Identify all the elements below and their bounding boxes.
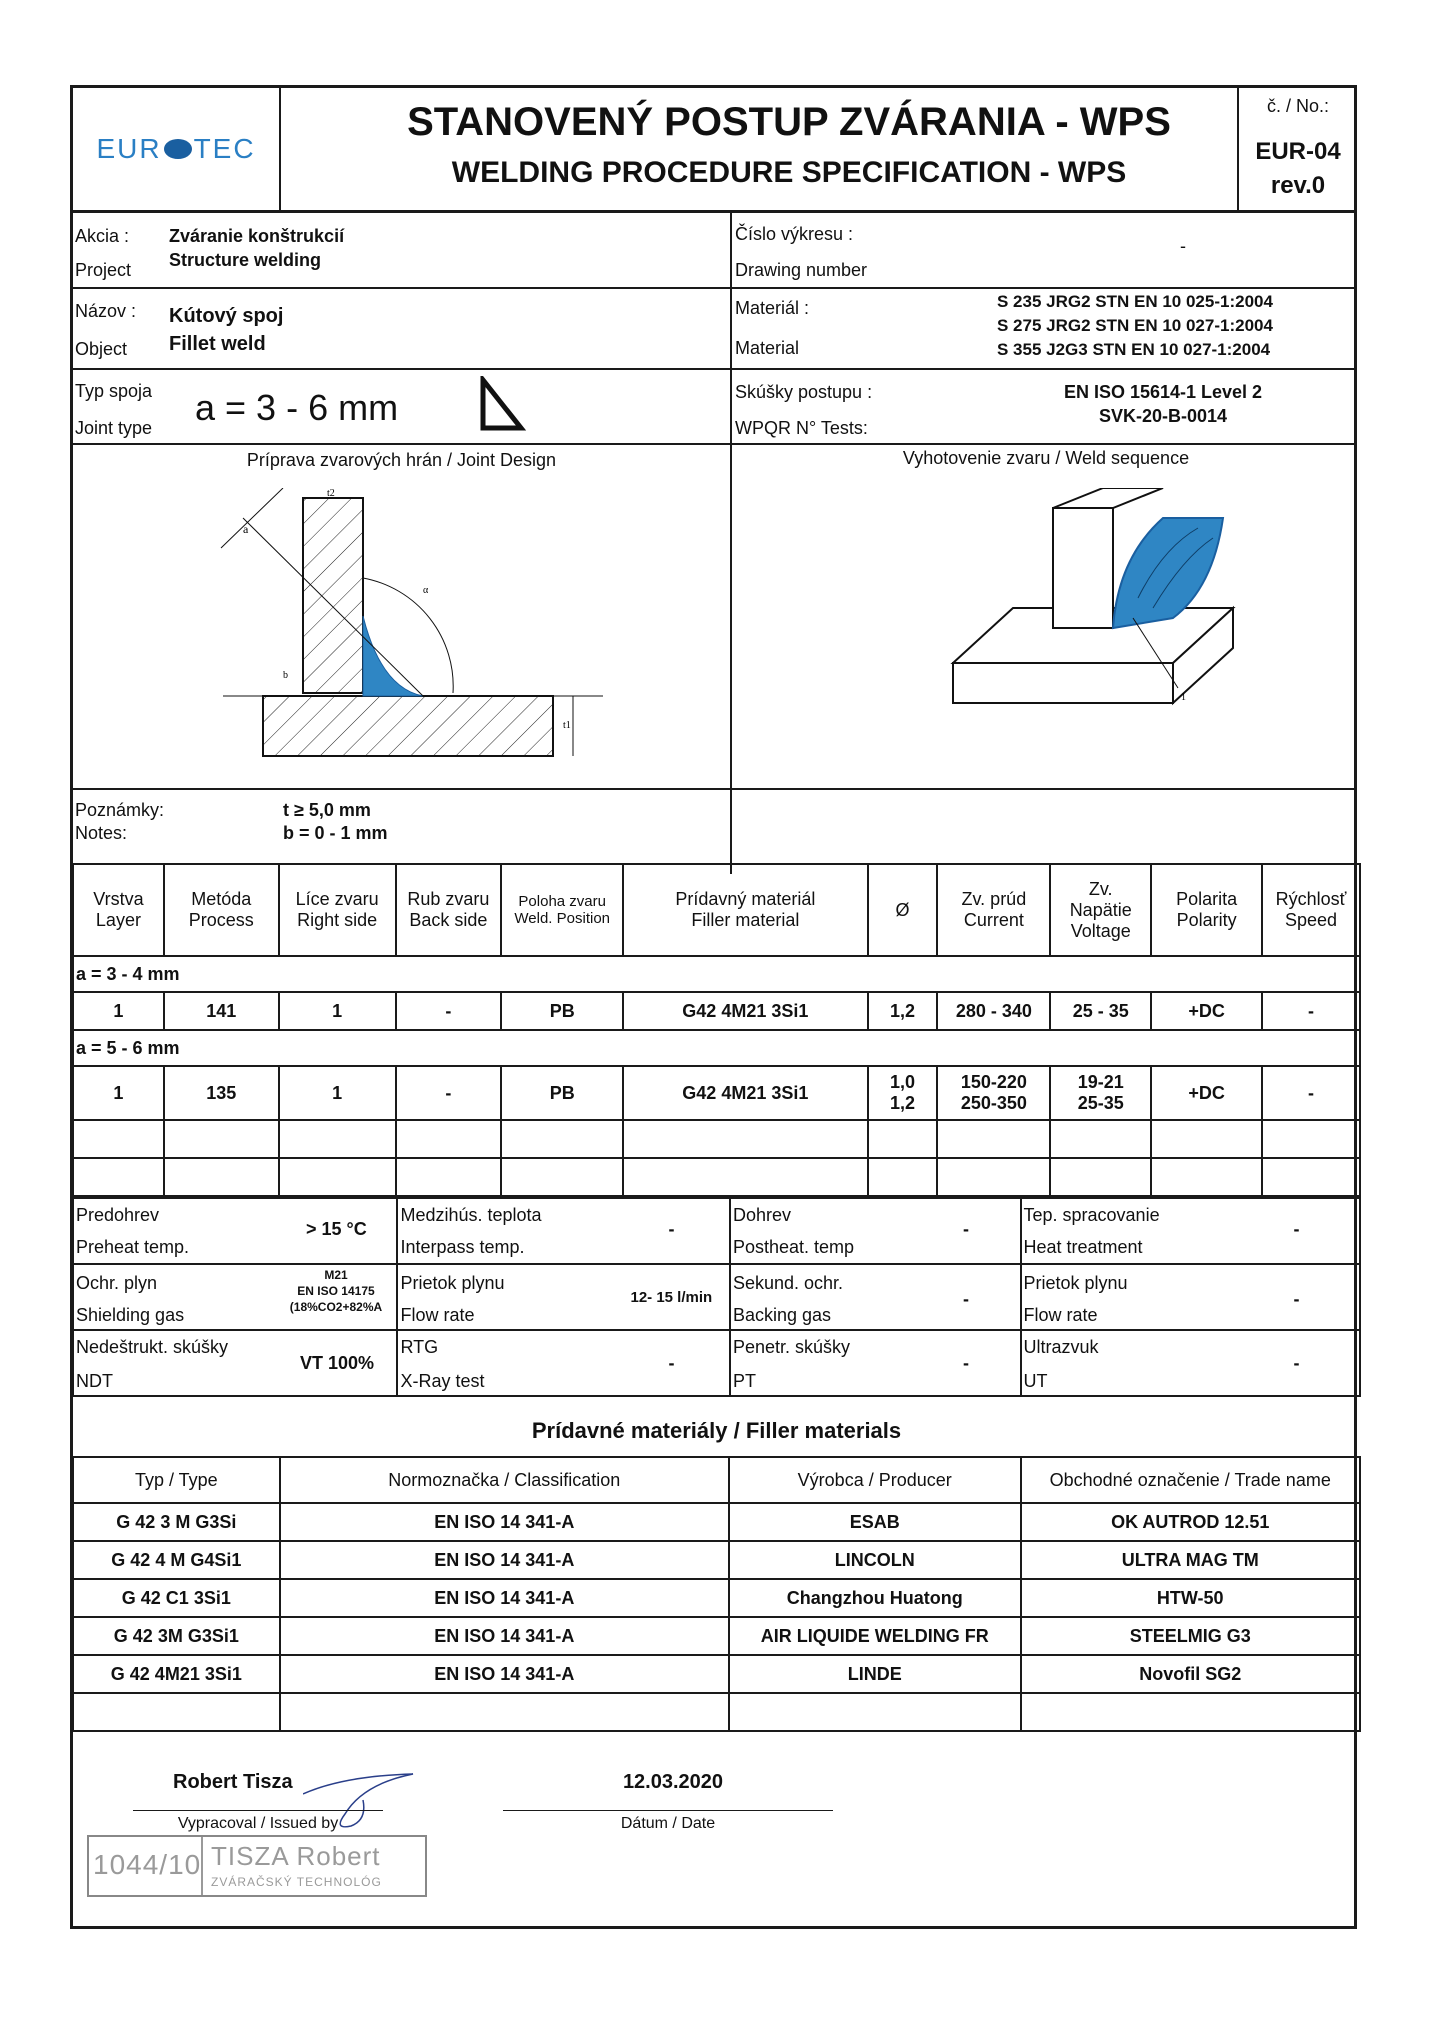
project-value-sk: Zváranie konštrukcií (169, 226, 345, 246)
notes-line-2: b = 0 - 1 mm (283, 823, 388, 843)
object-label-sk: Názov : (75, 301, 137, 321)
issuer-name: Robert Tisza (173, 1771, 293, 1793)
col-current: Zv. prúd Current (937, 864, 1050, 956)
material-line-1: S 235 JRG2 STN EN 10 025-1:2004 (997, 292, 1273, 311)
col-right-side: Líce zvaru Right side (279, 864, 396, 956)
filler-table (72, 1456, 1361, 1732)
stamp-line-1: TISZA Robert (211, 1841, 381, 1871)
backing-gas-cell: Sekund. ochr. Backing gas - (730, 1264, 1021, 1330)
filler-header-row: Typ / Type Normoznačka / Classification Výrobca / Producer Obchodné označenie / Trade name (73, 1457, 1360, 1503)
preheat-cell: Predohrev Preheat temp. > 15 °C (73, 1198, 397, 1264)
material-label-en: Material (735, 338, 800, 358)
material-line-3: S 355 J2G3 STN EN 10 027-1:2004 (997, 340, 1271, 359)
issued-by-label: Vypracoval / Issued by (177, 1815, 339, 1832)
col-layer: Vrstva Layer (73, 864, 164, 956)
col-weld-position: Poloha zvaru Weld. Position (501, 864, 623, 956)
col-polarity: Polarita Polarity (1151, 864, 1262, 956)
table-row: G 42 3 M G3Si EN ISO 14 341-A ESAB OK AUTROD 12.51 (73, 1503, 1360, 1541)
table-row (73, 1693, 1360, 1731)
material-line-2: S 275 JRG2 STN EN 10 027-1:2004 (997, 316, 1273, 335)
table-row (73, 1120, 1360, 1158)
col-filler-material: Prídavný materiál Filler material (623, 864, 867, 956)
joint-type-label-en: Joint type (75, 418, 153, 438)
wpqr-label-sk: Skúšky postupu : (735, 382, 873, 402)
svg-text:1: 1 (1181, 692, 1186, 703)
svg-text:t1: t1 (563, 720, 571, 731)
doc-revision: rev.0 (1270, 172, 1326, 199)
weld-sequence-drawing (933, 488, 1263, 818)
layers-table (72, 863, 1361, 1197)
table-row: G 42 3M G3Si1 EN ISO 14 341-A AIR LIQUIDE WELDING FR STEELMIG G3 (73, 1617, 1360, 1655)
stamp-number: 1044/10 (93, 1849, 202, 1880)
joint-type-value: a = 3 - 6 mm (195, 387, 399, 428)
object-value-sk: Kútový spoj (169, 305, 284, 327)
weld-sequence-caption: Vyhotovenie zvaru / Weld sequence (902, 448, 1190, 468)
eurotec-logo: EUR TEC (96, 133, 256, 164)
project-label-sk: Akcia : (75, 226, 130, 246)
material-label-sk: Materiál : (735, 298, 810, 318)
notes-label-en: Notes: (75, 823, 128, 843)
title-sk: STANOVENÝ POSTUP ZVÁRANIA - WPS (407, 100, 1171, 144)
pt-cell: Penetr. skúšky PT - (730, 1330, 1021, 1396)
logo-globe-icon (164, 139, 192, 159)
postheat-cell: Dohrev Postheat. temp - (730, 1198, 1021, 1264)
notes-line-1: t ≥ 5,0 mm (283, 800, 371, 820)
wps-form (70, 85, 1357, 1929)
title-en: WELDING PROCEDURE SPECIFICATION - WPS (451, 156, 1127, 189)
joint-design-drawing (203, 488, 673, 828)
stamp-line-2: ZVÁRAČSKÝ TECHNOLÓG (211, 1875, 382, 1889)
joint-type-label-sk: Typ spoja (75, 381, 153, 401)
wpqr-value-2: SVK-20-B-0014 (1098, 406, 1228, 426)
project-value-en: Structure welding (169, 250, 322, 270)
svg-text:b: b (283, 670, 288, 681)
notes-label-sk: Poznámky: (75, 800, 165, 820)
svg-text:a: a (243, 522, 249, 536)
interpass-cell: Medzihús. teplota Interpass temp. - (397, 1198, 729, 1264)
col-voltage: Zv. Napätie Voltage (1050, 864, 1151, 956)
preheat-value: > 15 °C (306, 1219, 367, 1239)
table-row (73, 1158, 1360, 1196)
doc-number: EUR-04 (1255, 138, 1341, 165)
object-label-en: Object (75, 339, 128, 359)
heat-treatment-cell: Tep. spracovanie Heat treatment - (1021, 1198, 1361, 1264)
col-speed: Rýchlosť Speed (1262, 864, 1360, 956)
wpqr-value-1: EN ISO 15614-1 Level 2 (1063, 382, 1263, 402)
drawing-value: - (1180, 236, 1186, 256)
object-value-en: Fillet weld (169, 333, 266, 355)
drawing-label-en: Drawing number (735, 260, 868, 280)
fillet-weld-symbol-icon (477, 376, 527, 434)
welding-technologist-stamp (87, 1835, 427, 1897)
filler-title: Prídavné materiály / Filler materials (531, 1418, 902, 1443)
shielding-gas-cell: Ochr. plyn Shielding gas M21 EN ISO 14175 (18%CO2+82%A (73, 1264, 397, 1330)
col-back-side: Rub zvaru Back side (396, 864, 502, 956)
layers-header-row (73, 864, 1360, 956)
flow-rate-cell: Prietok plynu Flow rate 12- 15 l/min (397, 1264, 729, 1330)
parameters-table (72, 1197, 1361, 1397)
group-label-5-6: a = 5 - 6 mm (73, 1030, 1360, 1066)
rtg-cell: RTG X-Ray test - (397, 1330, 729, 1396)
drawing-label-sk: Číslo výkresu : (735, 224, 854, 244)
ut-cell: Ultrazvuk UT - (1021, 1330, 1361, 1396)
col-process: Metóda Process (164, 864, 279, 956)
joint-design-caption: Príprava zvarových hrán / Joint Design (246, 450, 557, 470)
table-row: G 42 4M21 3Si1 EN ISO 14 341-A LINDE Novofil SG2 (73, 1655, 1360, 1693)
table-row: G 42 C1 3Si1 EN ISO 14 341-A Changzhou Huatong HTW-50 (73, 1579, 1360, 1617)
table-row: G 42 4 M G4Si1 EN ISO 14 341-A LINCOLN ULTRA MAG TM (73, 1541, 1360, 1579)
svg-text:t2: t2 (327, 488, 335, 499)
table-row: 1 135 1 - PB G42 4M21 3Si1 1,0 1,2 150-220 250-350 19-21 25-35 +DC - (73, 1066, 1360, 1120)
col-diameter: Ø (868, 864, 938, 956)
issue-date: 12.03.2020 (622, 1771, 724, 1793)
project-label-en: Project (75, 260, 132, 280)
svg-text:α: α (423, 585, 429, 596)
wpqr-label-en: WPQR N° Tests: (735, 418, 868, 438)
doc-no-label: č. / No.: (1266, 96, 1329, 116)
ndt-cell: Nedeštrukt. skúšky NDT VT 100% (73, 1330, 397, 1396)
flow-rate-2-cell: Prietok plynu Flow rate - (1021, 1264, 1361, 1330)
date-label: Dátum / Date (620, 1815, 716, 1832)
table-row: 1 141 1 - PB G42 4M21 3Si1 1,2 280 - 340 25 - 35 +DC - (73, 992, 1360, 1030)
group-label-3-4: a = 3 - 4 mm (73, 956, 1360, 992)
